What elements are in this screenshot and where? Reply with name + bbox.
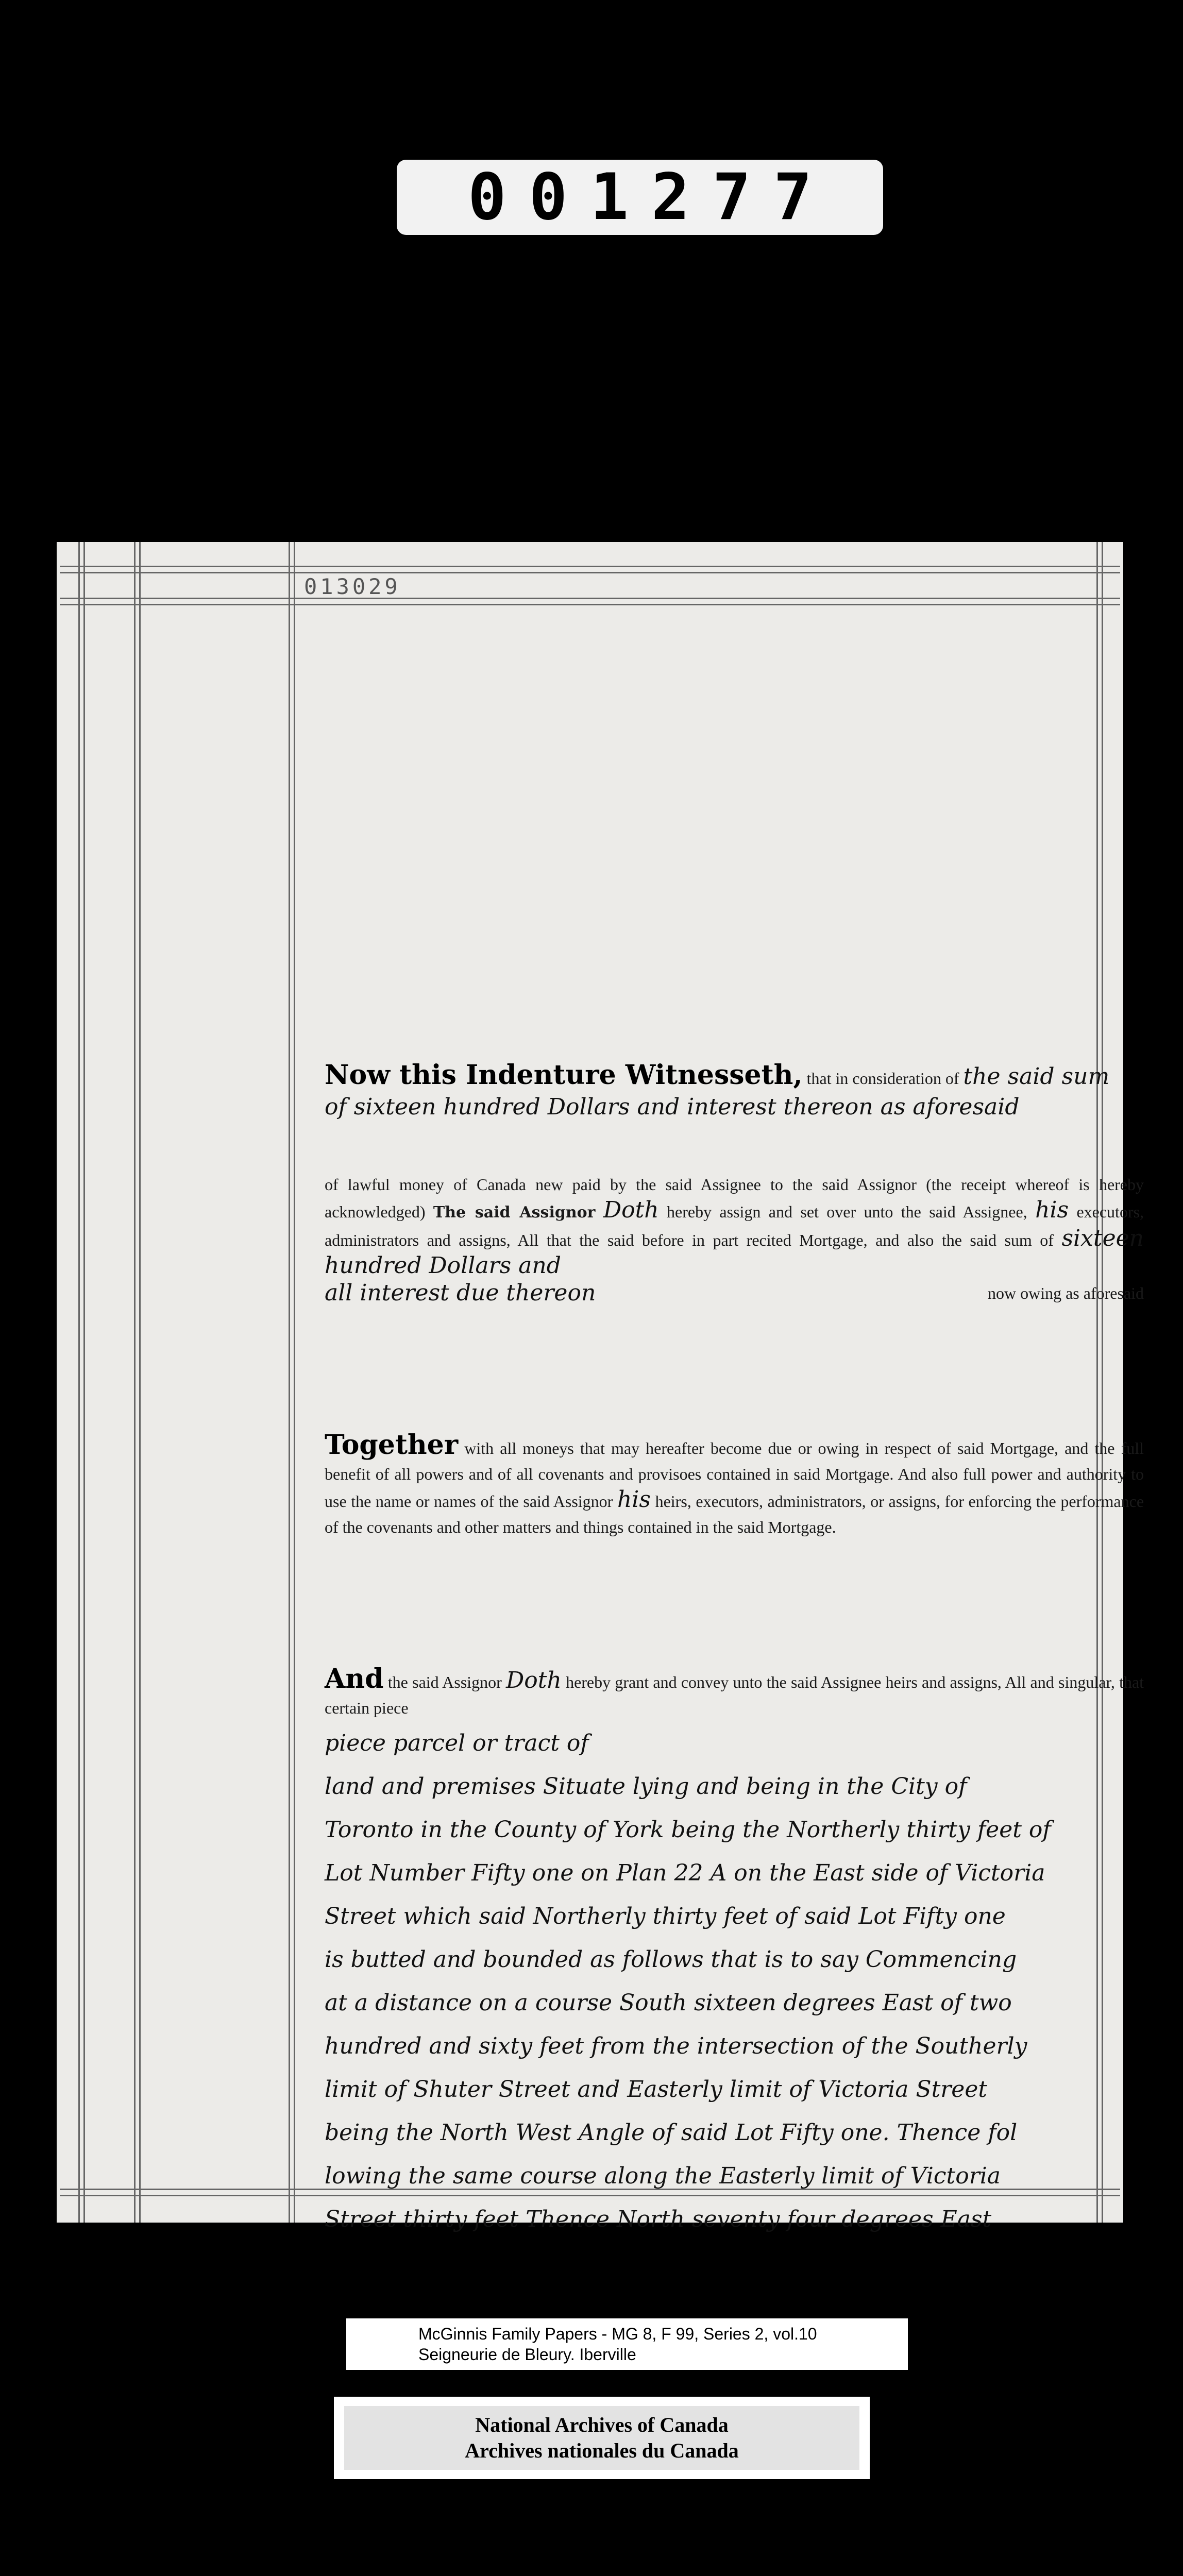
rule-left-1 <box>78 542 80 2223</box>
witnesseth-text-1: that in consideration of <box>806 1069 959 1088</box>
document-number: 013029 <box>304 574 401 599</box>
rule-margin-4 <box>294 542 295 2223</box>
rule-margin-3 <box>289 542 290 2223</box>
archive-stamp-number: 001277 <box>397 160 883 235</box>
property-line: limit of Shuter Street and Easterly limit of Victoria Street <box>325 2076 988 2103</box>
witnesseth-hand-doth: Doth <box>603 1197 659 1223</box>
property-line: Lot Number Fifty one on Plan 22 A on the East side of Victoria <box>325 1860 1045 1886</box>
property-description <box>325 1722 1170 2241</box>
property-line: lowing the same course along the Easterly limit of Victoria <box>325 2163 1001 2189</box>
and-text-2: hereby grant and convey unto the said Assignee heirs and assigns, All and singular, that <box>566 1673 1144 1691</box>
and-heading: And <box>325 1663 384 1694</box>
together-heading: Together <box>325 1429 459 1461</box>
rule-margin-1 <box>134 542 136 2223</box>
property-line: piece parcel or tract of <box>325 1730 589 1756</box>
and-text-3: certain piece <box>325 1699 409 1717</box>
property-line: Street which said Northerly thirty feet of said Lot Fifty one <box>325 1903 1006 1929</box>
source-label-line-1: McGinnis Family Papers - MG 8, F 99, Series 2, vol.10 <box>418 2325 817 2343</box>
source-label-line-2: Seigneurie de Bleury. Iberville <box>418 2345 636 2364</box>
archive-label-line-2: Archives nationales du Canada <box>465 2439 739 2462</box>
witnesseth-paragraph <box>325 1059 1144 1306</box>
property-line: Street thirty feet Thence North seventy four degrees East <box>325 2206 992 2232</box>
rule-top-2 <box>60 572 1120 573</box>
together-hand-his: his <box>617 1486 651 1513</box>
together-text-2: heirs, executors, administrators, or assigns, for enforcing the performance of the covenants and other matters and things contained in the said Mortgage. <box>325 1492 1144 1536</box>
rule-margin-2 <box>139 542 141 2223</box>
source-label <box>346 2318 908 2370</box>
together-paragraph <box>325 1429 1144 1540</box>
property-line: at a distance on a course South sixteen degrees East of two <box>325 1990 1012 2016</box>
property-line: Toronto in the County of York being the Northerly thirty feet of <box>325 1817 1051 1843</box>
archive-label <box>334 2397 870 2479</box>
archive-label-line-1: National Archives of Canada <box>475 2413 729 2436</box>
witnesseth-heading: Now this Indenture Witnesseth, <box>325 1059 803 1091</box>
property-line: is butted and bounded as follows that is to say Commencing <box>325 1946 1017 1973</box>
witnesseth-hand-his: his <box>1035 1197 1069 1223</box>
and-hand-doth: Doth <box>506 1667 562 1693</box>
witnesseth-text-2d: executors, administrators and assigns, All that the said before in part recited Mortgage, and also the said sum of <box>325 1202 1144 1249</box>
property-line: hundred and sixty feet from the intersection of the Southerly <box>325 2033 1027 2059</box>
witnesseth-text-2b: The said Assignor <box>433 1204 596 1222</box>
rule-left-2 <box>83 542 85 2223</box>
witnesseth-text-2c: hereby assign and set over unto the said Assignee, <box>667 1202 1027 1221</box>
witnesseth-hand-4: all interest due thereon <box>325 1280 596 1306</box>
rule-top-1 <box>60 566 1120 567</box>
together-text-1: with all moneys that may hereafter become due or owing in respect of said Mortgage, and the full benefit of all powers and of all covenants and provisoes contained in said Mortgage. And also full power and authority to use the name or names of the said Assignor <box>325 1439 1144 1511</box>
witnesseth-hand-2: of sixteen hundred Dollars and interest thereon as aforesaid <box>325 1094 1020 1120</box>
witnesseth-hand-1: the said sum <box>963 1063 1110 1090</box>
witnesseth-text-3: now owing as aforesaid <box>987 1284 1144 1302</box>
property-line: land and premises Situate lying and being in the City of <box>325 1773 967 1800</box>
and-paragraph <box>325 1663 1144 1721</box>
rule-top-4 <box>60 604 1120 605</box>
rule-top-3 <box>60 598 1120 599</box>
witnesseth-hand-3: sixteen hundred Dollars and <box>325 1225 1144 1279</box>
and-text-1: the said Assignor <box>387 1673 502 1691</box>
document-page <box>57 542 1144 2232</box>
witnesseth-text-2a: of lawful money of Canada new paid by the said Assignee to the said Assignor (the receipt whereof is hereby acknowledged) <box>325 1175 1144 1221</box>
property-line: being the North West Angle of said Lot Fifty one. Thence fol <box>325 2120 1018 2146</box>
